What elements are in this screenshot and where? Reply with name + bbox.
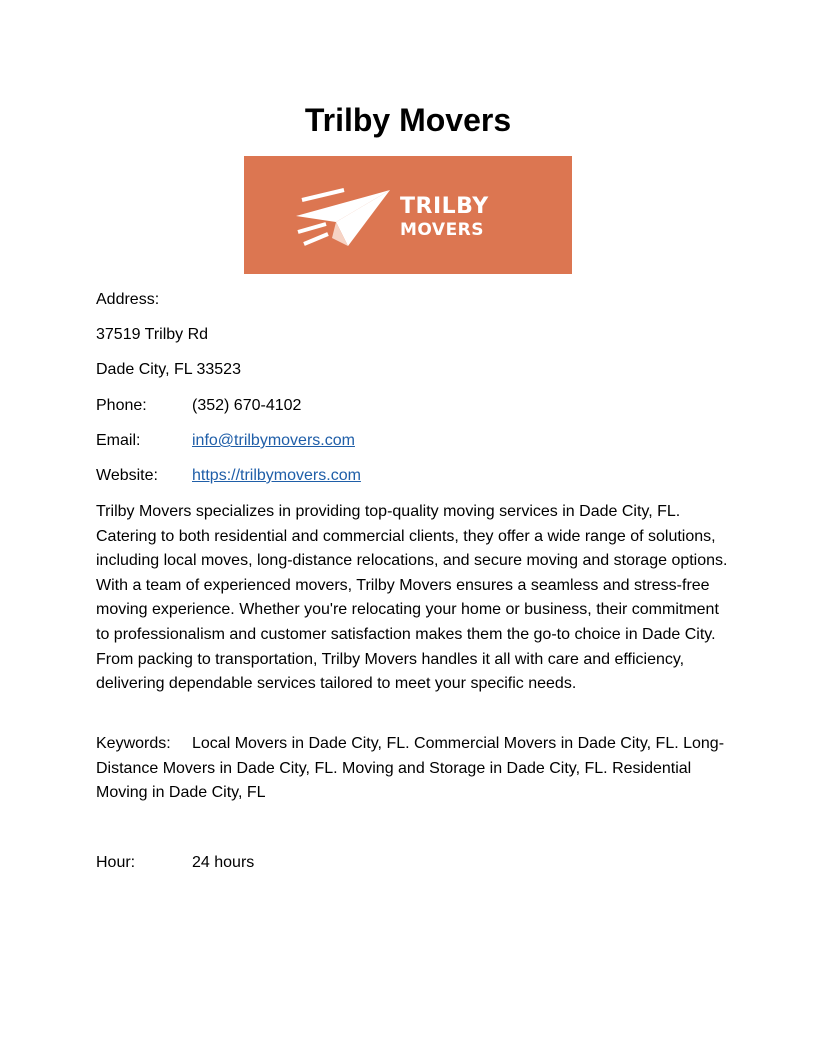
address-city: Dade City, FL 33523 [96,361,241,378]
email-link[interactable]: info@trilbymovers.com [192,432,355,449]
keywords-value: Local Movers in Dade City, FL. Commercial Movers in Dade City, FL. Long-Distance Movers in Dade City, FL. Moving and Storage in Dade City, FL. Residential Moving in Dade City, FL [96,735,725,802]
phone-row [96,396,301,416]
website-label: Website: [96,467,158,484]
phone-value: (352) 670-4102 [192,397,302,414]
address-street: 37519 Trilby Rd [96,326,209,343]
hours-row [96,853,254,873]
website-link[interactable]: https://trilbymovers.com [192,467,361,484]
email-row [96,431,355,451]
company-logo [244,156,572,274]
address-label: Address: [96,291,160,308]
phone-label: Phone: [96,397,147,414]
email-label: Email: [96,432,141,449]
website-row [96,466,361,486]
keywords-paragraph [96,732,736,806]
keywords-label: Keywords: [96,735,171,752]
hours-value: 24 hours [192,854,255,871]
logo-text-movers: MOVERS [400,220,485,240]
page-title: Trilby Movers [304,102,512,138]
logo-text-trilby: TRILBY [400,194,489,219]
paper-plane-icon [296,188,392,248]
hours-label: Hour: [96,854,136,871]
description-paragraph: Trilby Movers specializes in providing top-quality moving services in Dade City, FL. Catering to both residential and commercial clients, they offer a wide range of solutions, including local moves, long-distance relocations, and secure moving and storage options. With a team of experienced movers, Trilby Movers ensures a seamless and stress-free moving experience. Whether you're relocating your home or business, their commitment to professionalism and customer satisfaction makes them the go-to choice in Dade City. From packing to transportation, Trilby Movers handles it all with care and efficiency, delivering dependable services tailored to meet your specific needs. [96,503,728,693]
